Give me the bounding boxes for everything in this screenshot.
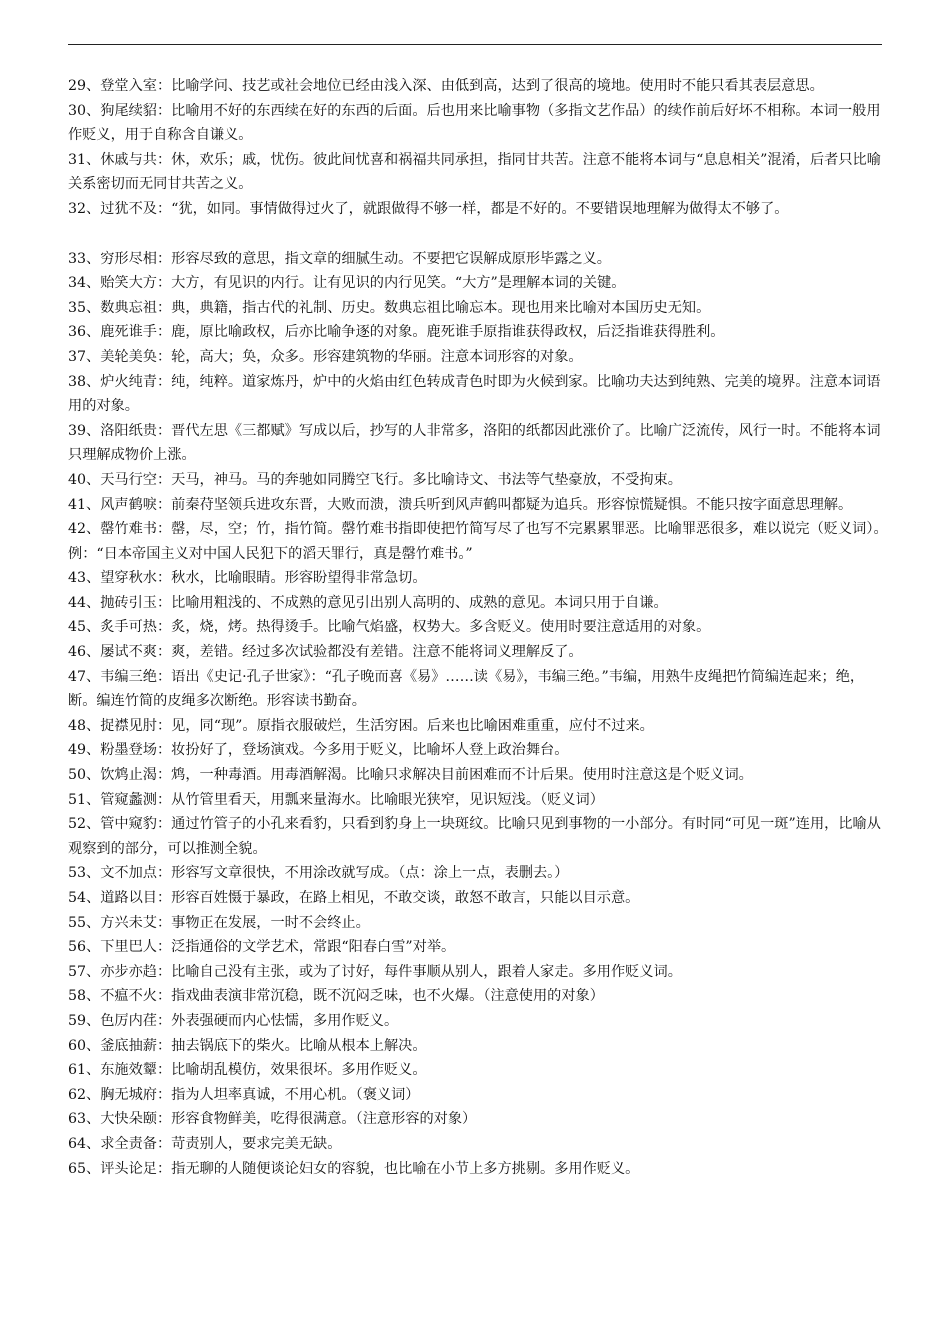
idiom-entry: 37、美轮美奂：轮，高大；奂，众多。形容建筑物的华丽。注意本词形容的对象。 — [68, 348, 583, 365]
idiom-entry: 53、文不加点：形容写文章很快，不用涂改就写成。（点：涂上一点，表删去。） — [68, 865, 569, 882]
idiom-entry: 36、鹿死谁手：鹿，原比喻政权，后亦比喻争逐的对象。鹿死谁手原指谁获得政权，后泛指谁获得胜利。 — [68, 324, 725, 341]
idiom-entry: 64、求全责备：苛责别人，要求完美无缺。 — [68, 1135, 342, 1152]
idiom-entry: 52、管中窥豹：通过竹管子的小孔来看豹，只看到豹身上一块斑纹。比喻只见到事物的一小部分。有时同“可见一斑”连用，比喻从观察到的部分，可以推测全貌。 — [68, 816, 881, 857]
idiom-entry: 63、大快朵颐：形容食物鲜美，吃得很满意。（注意形容的对象） — [68, 1111, 477, 1128]
idiom-entry: 30、狗尾续貂：比喻用不好的东西续在好的东西的后面。后也用来比喻事物（多指文艺作品）的续作前后好坏不相称。本词一般用作贬义，用于自称含自谦义。 — [68, 102, 881, 144]
idiom-entry: 61、东施效颦：比喻胡乱模仿，效果很坏。多用作贬义。 — [68, 1062, 427, 1079]
idiom-entry: 42、罄竹难书：罄，尽，空；竹，指竹简。罄竹难书指即使把竹简写尽了也写不完累累罪恶。比喻罪恶很多，难以说完（贬义词）。例：“日本帝国主义对中国人民犯下的滔天罪行，真是罄竹难书。” — [68, 521, 888, 562]
idiom-entry: 57、亦步亦趋：比喻自己没有主张，或为了讨好，每件事顺从别人，跟着人家走。多用作贬义词。 — [68, 963, 682, 980]
idiom-entry: 59、色厉内荏：外表强硬而内心怯懦，多用作贬义。 — [68, 1012, 399, 1029]
idiom-entry: 44、抛砖引玉：比喻用粗浅的、不成熟的意见引出别人高明的、成熟的意见。本词只用于自谦。 — [68, 594, 668, 611]
idiom-entry: 49、粉墨登场：妆扮好了，登场演戏。今多用于贬义，比喻坏人登上政治舞台。 — [68, 742, 569, 759]
idiom-entry: 32、过犹不及：“犹，如同。事情做得过火了，就跟做得不够一样，都是不好的。不要错误地理解为做得太不够了。 — [68, 200, 789, 217]
idiom-entry: 45、炙手可热：炙，烧，烤。热得烫手。比喻气焰盛，权势大。多含贬义。使用时要注意适用的对象。 — [68, 619, 711, 636]
idiom-entry: 40、天马行空：天马，神马。马的奔驰如同腾空飞行。多比喻诗文、书法等气垫豪放，不受拘束。 — [68, 471, 682, 488]
idiom-entry: 50、饮鸩止渴：鸩，一种毒酒。用毒酒解渴。比喻只求解决目前困难而不计后果。使用时注意这是个贬义词。 — [68, 767, 753, 784]
idiom-entry: 56、下里巴人：泛指通俗的文学艺术，常跟“阳春白雪”对举。 — [68, 939, 456, 956]
idiom-entry: 60、釜底抽薪：抽去锅底下的柴火。比喻从根本上解决。 — [68, 1037, 427, 1054]
idiom-entry: 31、休戚与共：休，欢乐；戚，忧伤。彼此间忧喜和祸福共同承担，指同甘共苦。注意不能将本词与“息息相关”混淆，后者只比喻关系密切而无同甘共苦之义。 — [68, 151, 881, 193]
idiom-entry: 48、捉襟见肘：见，同“现”。原指衣服破烂，生活穷困。后来也比喻困难重重，应付不过来。 — [68, 717, 654, 734]
idiom-entry: 55、方兴未艾：事物正在发展，一时不会终止。 — [68, 914, 370, 931]
idiom-entry: 34、贻笑大方：大方，有见识的内行。让有见识的内行见笑。“大方”是理解本词的关键。 — [68, 275, 626, 292]
idiom-entry: 58、不瘟不火：指戏曲表演非常沉稳，既不沉闷乏味，也不火爆。（注意使用的对象） — [68, 988, 604, 1005]
idiom-entry: 65、评头论足：指无聊的人随便谈论妇女的容貌，也比喻在小节上多方挑剔。多用作贬义。 — [68, 1160, 640, 1177]
idiom-entry: 39、洛阳纸贵：晋代左思《三都赋》写成以后，抄写的人非常多，洛阳的纸都因此涨价了。比喻广泛流传，风行一时。不能将本词只理解成物价上涨。 — [68, 422, 881, 464]
idiom-group-b — [68, 247, 890, 1182]
header-rule — [68, 44, 882, 45]
idiom-entry: 62、胸无城府：指为人坦率真诚，不用心机。（褒义词） — [68, 1086, 420, 1103]
paragraph-gap — [68, 222, 890, 247]
idiom-entry: 33、穷形尽相：形容尽致的意思，指文章的细腻生动。不要把它误解成原形毕露之义。 — [68, 250, 611, 267]
idiom-entry: 35、数典忘祖：典，典籍，指古代的礼制、历史。数典忘祖比喻忘本。现也用来比喻对本国历史无知。 — [68, 299, 711, 316]
idiom-entry: 51、管窥蠡测：从竹管里看天，用瓢来量海水。比喻眼光狭窄，见识短浅。（贬义词） — [68, 791, 604, 808]
idiom-group-a — [68, 74, 890, 222]
idiom-entry: 46、屡试不爽：爽，差错。经过多次试验都没有差错。注意不能将词义理解反了。 — [68, 644, 583, 661]
idiom-entry: 41、风声鹤唳：前秦苻坚领兵进攻东晋，大败而溃，溃兵听到风声鹤叫都疑为追兵。形容惊慌疑惧。不能只按字面意思理解。 — [68, 496, 853, 513]
idiom-entry: 43、望穿秋水：秋水，比喻眼睛。形容盼望得非常急切。 — [68, 570, 427, 587]
idiom-entry: 38、炉火纯青：纯，纯粹。道家炼丹，炉中的火焰由红色转成青色时即为火候到家。比喻功夫达到纯熟、完美的境界。注意本词语用的对象。 — [68, 373, 881, 415]
idiom-entry: 54、道路以目：形容百姓慑于暴政，在路上相见，不敢交谈，敢怒不敢言，只能以目示意。 — [68, 890, 640, 906]
idiom-list — [68, 74, 890, 1181]
idiom-entry: 29、登堂入室：比喻学问、技艺或社会地位已经由浅入深、由低到高，达到了很高的境地。使用时不能只看其表层意思。 — [68, 78, 824, 94]
idiom-entry: 47、韦编三绝：语出《史记·孔子世家》：“孔子晚而喜《易》……读《易》，韦编三绝。”韦编，用熟牛皮绳把竹简编连起来；绝，断。编连竹简的皮绳多次断绝。形容读书勤奋。 — [68, 668, 865, 710]
